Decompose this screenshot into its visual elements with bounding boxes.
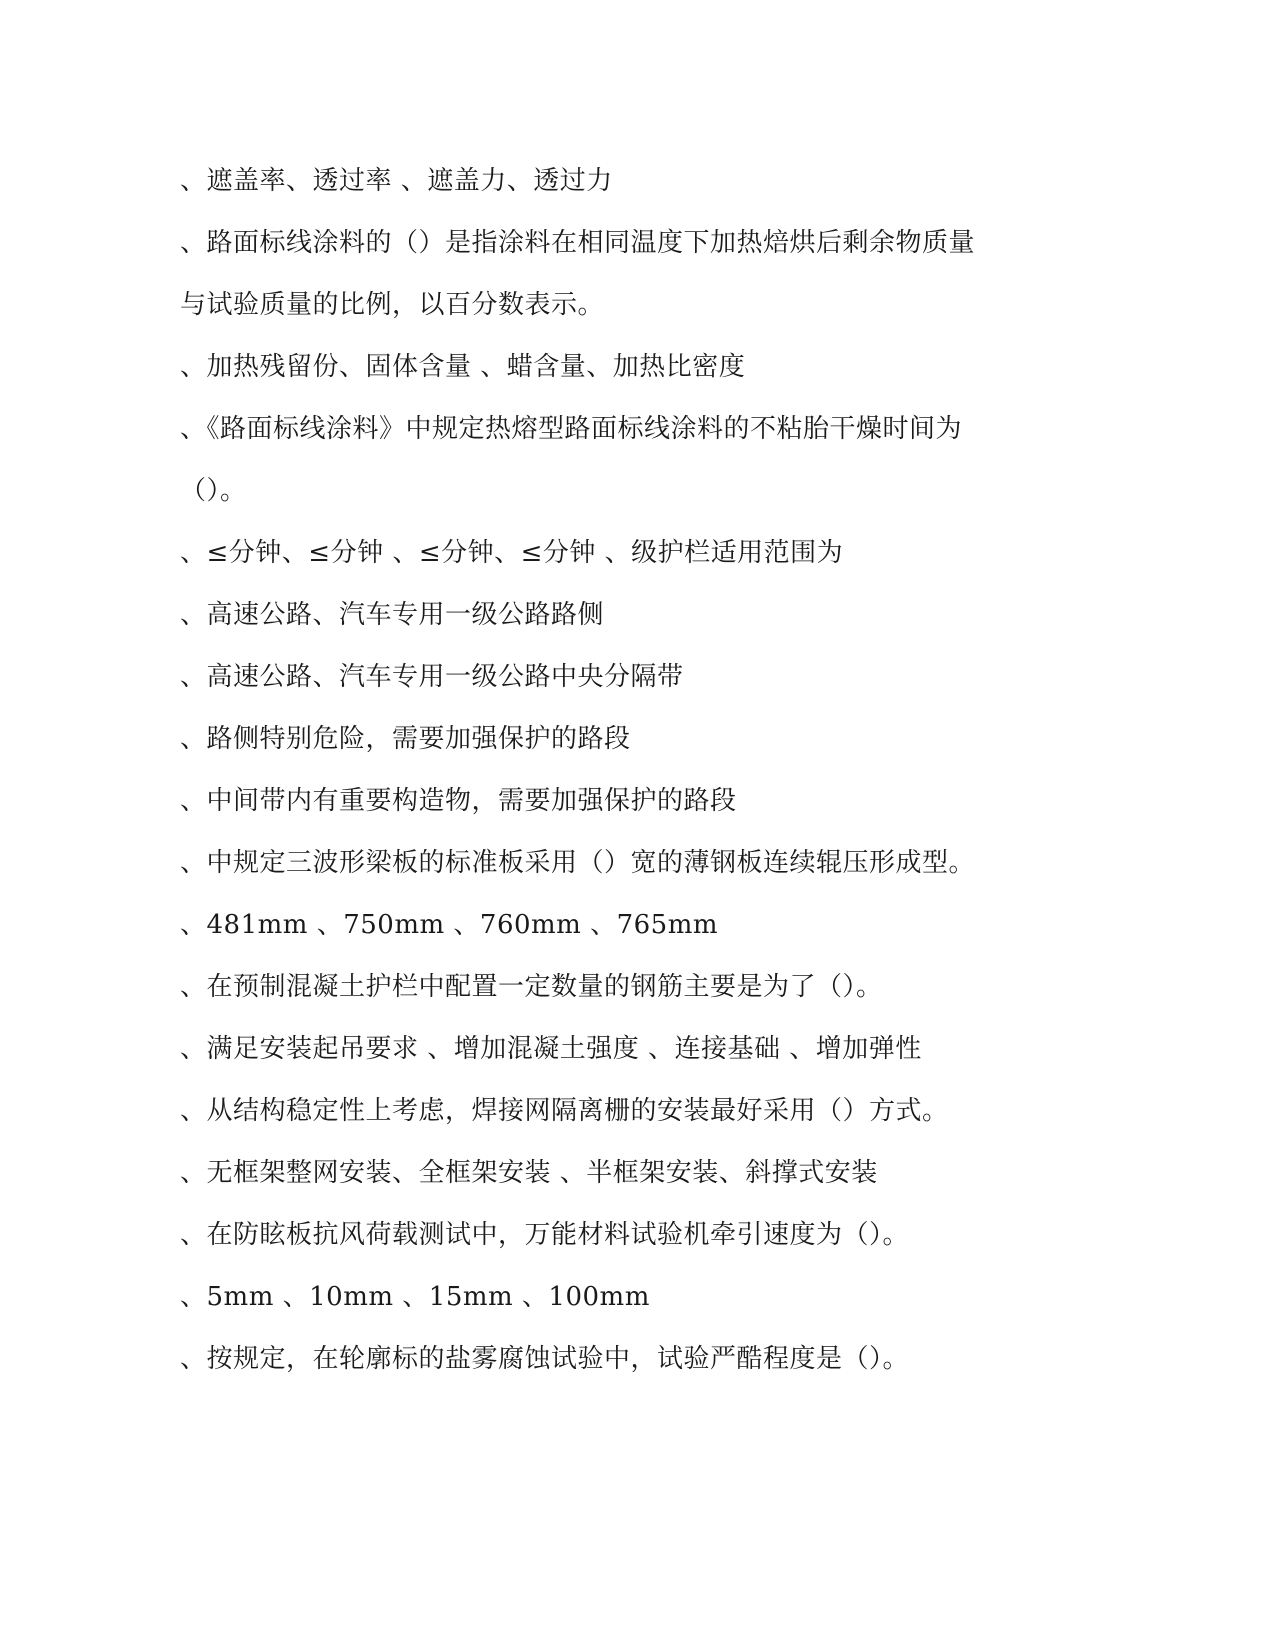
text-line-14: 、在预制混凝土护栏中配置一定数量的钢筋主要是为了（）。 [180, 972, 883, 1002]
text-line-10: 、路侧特别危险，需要加强保护的路段 [180, 724, 631, 754]
text-line-18: 、在防眩板抗风荷载测试中，万能材料试验机牵引速度为（）。 [180, 1220, 910, 1250]
text-line-7: 、≤分钟、≤分钟 、≤分钟、≤分钟 、级护栏适用范围为 [180, 538, 844, 568]
text-line-20: 、按规定，在轮廓标的盐雾腐蚀试验中，试验严酷程度是（）。 [180, 1344, 910, 1374]
text-line-8: 、高速公路、汽车专用一级公路路侧 [180, 600, 605, 630]
text-line-4: 、加热残留份、固体含量 、蜡含量、加热比密度 [180, 352, 746, 382]
text-line-15: 、满足安装起吊要求 、增加混凝土强度 、连接基础 、增加弹性 [180, 1034, 922, 1064]
text-line-1: 、遮盖率、透过率 、遮盖力、透过力 [180, 166, 613, 196]
text-line-11: 、中间带内有重要构造物，需要加强保护的路段 [180, 786, 737, 816]
text-line-12: 、中规定三波形梁板的标准板采用（）宽的薄钢板连续辊压形成型。 [180, 848, 976, 878]
text-line-13: 、481mm 、750mm 、760mm 、765mm [180, 910, 719, 940]
text-line-19: 、5mm 、10mm 、15mm 、100mm [180, 1282, 650, 1312]
text-line-3: 与试验质量的比例，以百分数表示。 [180, 290, 605, 320]
document-body [180, 162, 1050, 1402]
text-line-17: 、无框架整网安装、全框架安装 、半框架安装、斜撑式安装 [180, 1158, 878, 1188]
text-line-6: （）。 [180, 476, 247, 506]
text-line-5: 、《路面标线涂料》中规定热熔型路面标线涂料的不粘胎干燥时间为 [180, 414, 963, 444]
text-line-16: 、从结构稳定性上考虑，焊接网隔离栅的安装最好采用（）方式。 [180, 1096, 949, 1126]
text-line-2: 、路面标线涂料的（）是指涂料在相同温度下加热焙烘后剩余物质量 [180, 228, 976, 258]
text-line-9: 、高速公路、汽车专用一级公路中央分隔带 [180, 662, 684, 692]
